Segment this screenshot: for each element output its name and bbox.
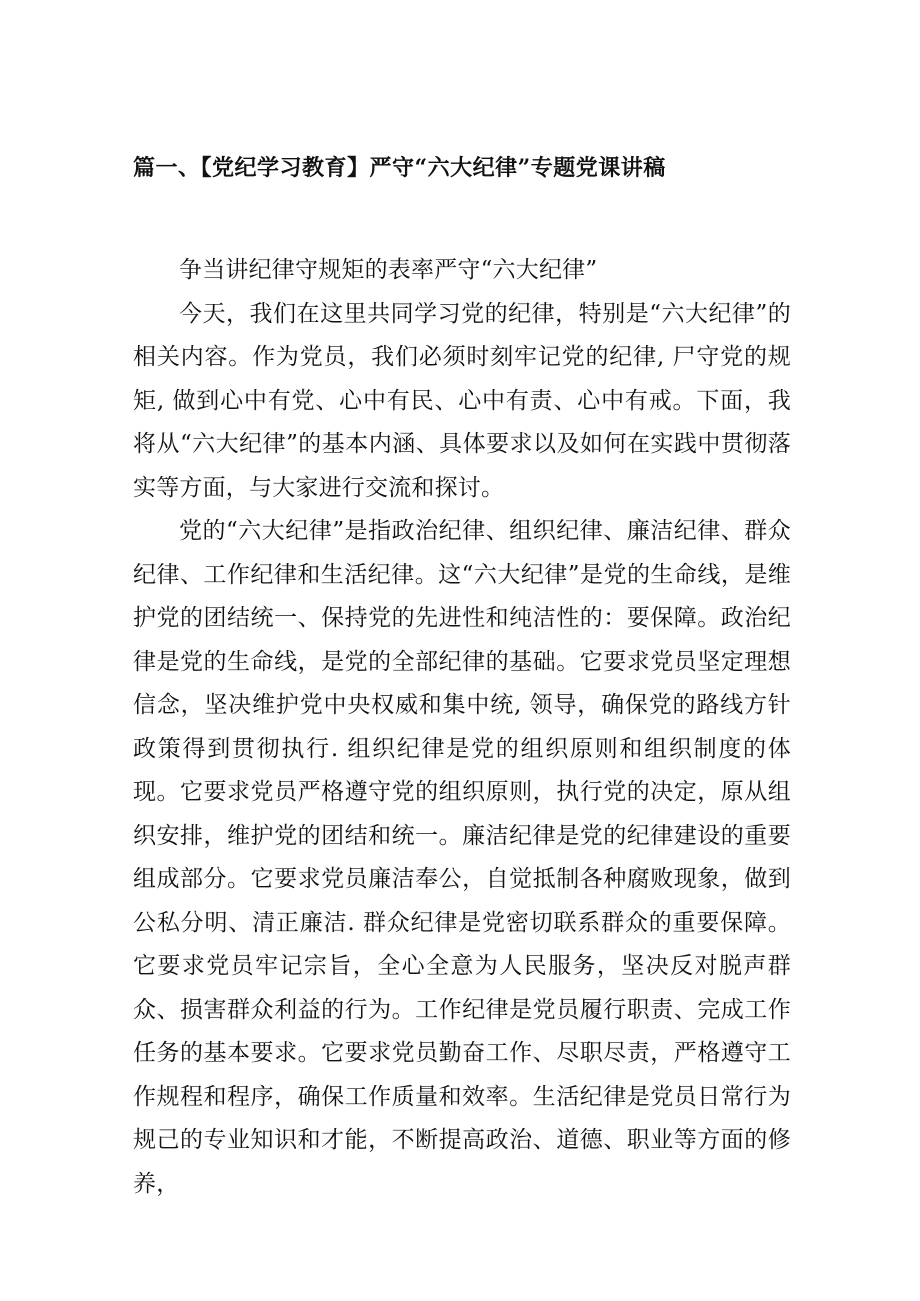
document-body — [133, 249, 791, 1206]
paragraph-subtitle: 争当讲纪律守规矩的表率严守“六大纪律” — [179, 257, 598, 283]
paragraph-six-disciplines: 党的“六大纪律”是指政治纪律、组织纪律、廉洁纪律、群众纪律、工作纪律和生活纪律。这“六大纪律”是党的生命线，是维护党的团结统一、保持党的先进性和纯洁性的：要保障。政治纪律是党的生命线，是党的全部纪律的基础。它要求党员坚定理想信念，坚决维护党中央权威和集中统, 领导，确保党的路线方针政策得到贯彻执行. 组织纪律是党的组织原则和组织制度的体现。它要求党员严格遵守党的组织原则，执行党的决定，原从组织安排，维护党的团结和统一。廉洁纪律是党的纪律建设的重要组成部分。它要求党员廉洁奉公，自觉抵制各种腐败现象，做到公私分明、清正廉洁. 群众纪律是党密切联系群众的重要保障。它要求党员牢记宗旨，全心全意为人民服务，坚决反对脱声群众、损害群众利益的行为。工作纪律是党员履行职责、完成工作任务的基本要求。它要求党员勤奋工作、尽职尽责，严格遵守工作规程和程序，确保工作质量和效率。生活纪律是党员日常行为规己的专业知识和才能，不断提高政治、道德、职业等方面的修养， — [133, 518, 791, 1197]
document-title: 篇一、【党纪学习教育】严守“六大纪律”专题党课讲稿 — [133, 155, 666, 181]
paragraph-intro: 今天，我们在这里共同学习党的纪律，特别是“六大纪律”的相关内容。作为党员，我们必须时刻牢记党的纪律, 尸守党的规矩, 做到心中有党、心中有民、心中有责、心中有戒。下面，我将从“六大纪律”的基本内涵、具体要求以及如何在实践中贯彻落实等方面，与大家进行交流和探讨。 — [133, 300, 791, 501]
